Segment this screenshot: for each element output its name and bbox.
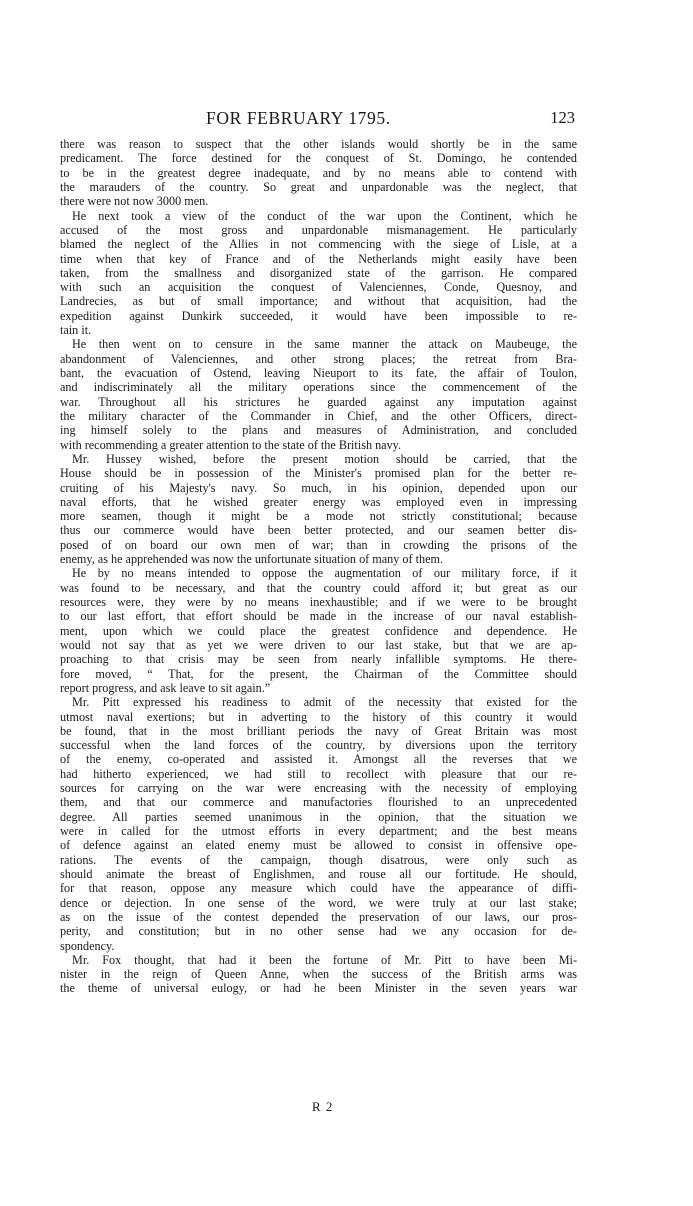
text-line: bant, the evacuation of Ostend, leaving Nieuport to its fate, the affair of Toulon, xyxy=(60,366,577,380)
text-line: Mr. Pitt expressed his readiness to admit of the necessity that existed for the xyxy=(72,695,577,710)
text-line: enemy, as he apprehended was now the unfortunate situation of many of them. xyxy=(60,552,444,567)
text-line: naval efforts, that he wished greater energy was employed even in impressing xyxy=(60,494,577,509)
text-line: resources were, they were by no means inexhaustible; and if we were to be brought xyxy=(60,595,577,609)
text-line: and indiscriminately all the military operations since the commencement of the xyxy=(60,380,577,395)
text-line: the marauders of the country. So great and unpardonable was the neglect, that xyxy=(60,179,577,194)
text-line: degree. All parties seemed unanimous in the opinion, that the situation we xyxy=(60,809,577,824)
text-line: expedition against Dunkirk succeeded, it would have been impossible to re- xyxy=(60,308,577,323)
text-line: tain it. xyxy=(60,323,92,338)
text-line: time when that key of France and of the Netherlands might easily have been xyxy=(60,251,577,266)
text-line: with such an acquisition the conquest of Valenciennes, Conde, Quesnoy, and xyxy=(60,280,577,295)
text-line: there were not now 3000 men. xyxy=(60,194,209,209)
text-line: accused of the most gross and unpardonable mismanagement. He particularly xyxy=(60,222,577,237)
text-line: utmost naval exertions; but in adverting to the history of this country it would xyxy=(60,709,577,724)
text-line: had hitherto experienced, we had still to recollect with pleasure that our re- xyxy=(60,766,577,781)
text-line: rations. The events of the campaign, though disatrous, were only such as xyxy=(60,852,577,867)
text-line: ment, upon which we could place the greatest confidence and dependence. He xyxy=(60,623,577,638)
text-line: He then went on to censure in the same manner the attack on Maubeuge, the xyxy=(72,337,577,352)
page-number: 123 xyxy=(550,108,575,127)
text-line: the theme of universal eulogy, or had he been Minister in the seven years war xyxy=(60,981,577,996)
running-head-title: FOR FEBRUARY 1795. xyxy=(206,108,391,128)
text-line: successful when the land forces of the country, by diversions upon the territory xyxy=(60,738,577,753)
signature-mark: R 2 xyxy=(312,1099,334,1114)
text-line: abandonment of Valenciennes, and other strong places; the retreat from Bra- xyxy=(60,351,577,366)
text-line: with recommending a greater attention to the state of the British navy. xyxy=(60,437,402,452)
text-line: was found to be necessary, and that the country could afford it; but great as our xyxy=(60,580,577,595)
text-line: blamed the neglect of the Allies in not commencing with the siege of Lisle, at a xyxy=(60,237,577,252)
text-line: Mr. Hussey wished, before the present motion should be carried, that the xyxy=(72,451,577,466)
text-line: cruiting of his Majesty's navy. So much, in his opinion, depended upon our xyxy=(60,480,577,495)
text-line: nister in the reign of Queen Anne, when the success of the British arms was xyxy=(60,967,577,982)
text-line: ing himself solely to the plans and measures of Administration, and concluded xyxy=(60,423,577,438)
text-line: there was reason to suspect that the other islands would shortly be in the same xyxy=(60,137,577,151)
text-line: Mr. Fox thought, that had it been the fortune of Mr. Pitt to have been Mi- xyxy=(72,952,577,967)
text-line: to be in the greatest degree inadequate, and by no means able to contend with xyxy=(60,165,577,180)
text-line: He by no means intended to oppose the augmentation of our military force, if it xyxy=(72,566,577,581)
text-line: war. Throughout all his strictures he guarded against any imputation against xyxy=(60,394,577,409)
text-line: be found, that in the most brilliant periods the navy of Great Britain was most xyxy=(60,723,577,738)
text-line: He next took a view of the conduct of the war upon the Continent, which he xyxy=(72,208,577,223)
text-line: for that reason, oppose any measure which could have the appearance of diffi- xyxy=(60,881,577,896)
text-line: the military character of the Commander in Chief, and the other Officers, direct- xyxy=(60,408,577,423)
text-line: thus our commerce would have been better protected, and our seamen better dis- xyxy=(60,523,577,538)
text-line: more seamen, though it might be a mode not strictly constitutional; because xyxy=(60,509,577,524)
text-line: report progress, and ask leave to sit again.” xyxy=(60,680,271,695)
body-text xyxy=(60,137,577,996)
text-line: were in called for the utmost efforts in every department; and the best means xyxy=(60,824,577,838)
running-head xyxy=(60,108,575,130)
text-line: to our last effort, that effort should be made in the increase of our naval establish- xyxy=(60,609,577,624)
text-line: of defence against an elated enemy must be allowed to consist in offensive ope- xyxy=(60,838,577,853)
text-line: House should be in possession of the Minister's promised plan for the better re- xyxy=(60,466,577,481)
text-line: predicament. The force destined for the conquest of St. Domingo, he contended xyxy=(60,151,577,166)
text-line: proaching to that crisis may be seen from nearly infallible symptoms. He there- xyxy=(60,652,577,667)
text-line: them, and that our commerce and manufactories flourished to an unprecedented xyxy=(60,795,577,810)
text-line: of the enemy, co-operated and assisted it. Amongst all the reverses that we xyxy=(60,752,577,767)
text-line: should animate the breast of Englishmen, and rouse all our fortitude. He should, xyxy=(60,866,577,881)
text-line: taken, from the smallness and disorganized state of the garrison. He compared xyxy=(60,265,577,280)
text-line: posed of on board our own men of war; than in crowding the prisons of the xyxy=(60,537,577,552)
text-line: as on the issue of the contest depended the preservation of our laws, our pros- xyxy=(60,909,577,924)
text-line: fore moved, “ That, for the present, the Chairman of the Committee should xyxy=(60,666,577,681)
text-line: spondency. xyxy=(60,938,115,953)
text-line: dence or dejection. In one sense of the word, we were truly at our last stake; xyxy=(60,895,577,910)
text-line: Landrecies, as but of small importance; and without that acquisition, had the xyxy=(60,294,577,309)
text-line: perity, and constitution; but in no other sense had we any occasion for de- xyxy=(60,924,577,939)
text-line: sources for carrying on the war were encreasing with the necessity of employing xyxy=(60,781,577,796)
text-line: would not say that as yet we were driven to our last stake, but that we are ap- xyxy=(60,637,577,652)
